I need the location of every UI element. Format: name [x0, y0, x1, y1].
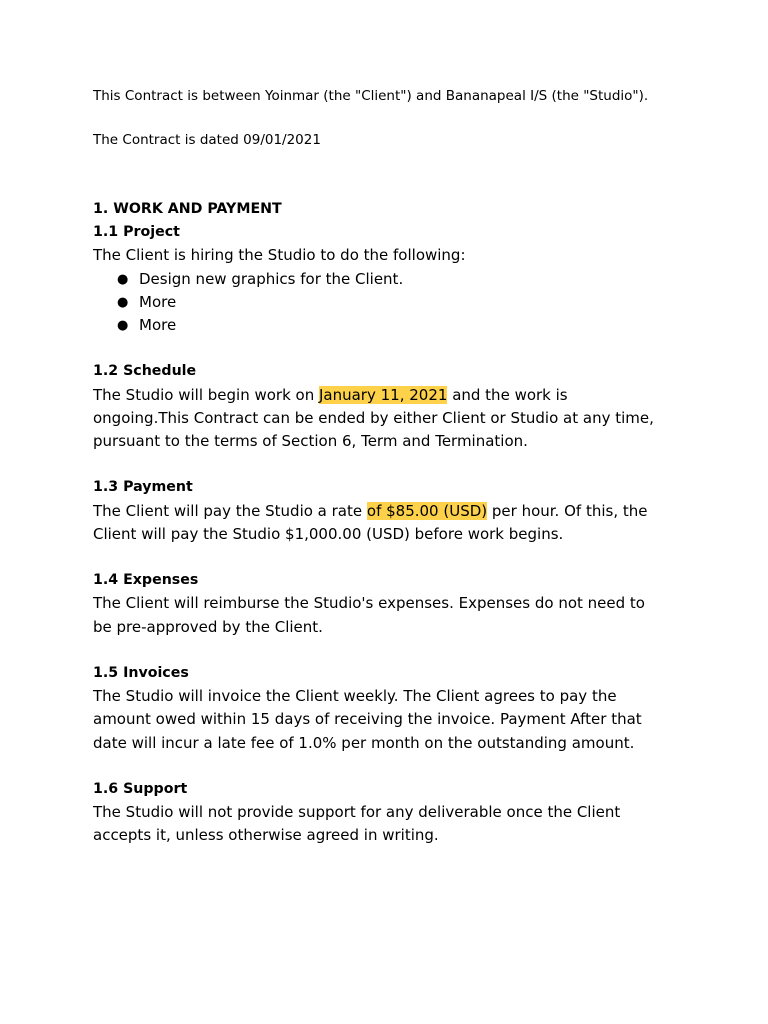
list-item-text: Design new graphics for the Client. [139, 269, 404, 288]
list-item [93, 268, 668, 291]
payment-text [93, 500, 668, 546]
expenses-text: The Client will reimburse the Studio's expenses. Expenses do not need to be pre-approved by the Client. [93, 594, 645, 636]
bullet-dot-icon: ● [117, 294, 129, 310]
payment-text-end: per hour. Of this, the Client will pay the Studio $1,000.00 (USD) before work begins. [93, 501, 648, 543]
contract-date-line: The Contract is dated 09/01/2021 [93, 132, 321, 148]
heading-payment: 1.3 Payment [93, 479, 193, 496]
schedule-text [93, 384, 668, 454]
highlighted-start-date: January 11, 2021 [318, 385, 448, 404]
heading-expenses: 1.4 Expenses [93, 572, 199, 589]
list-item-text: More [139, 292, 177, 311]
highlighted-rate: of $85.00 (USD) [366, 501, 488, 520]
heading-support: 1.6 Support [93, 781, 188, 797]
heading-invoices: 1.5 Invoices [93, 665, 189, 681]
invoices-text: The Studio will invoice the Client weekly. The Client agrees to pay the amount owed within 15 days of receiving the invoice. Payment After that date will incur a late fee of 1.0% per month on the outstanding amount. [93, 687, 642, 752]
payment-text-start: The Client will pay the Studio a rate [93, 501, 367, 520]
schedule-text-end: and the work is ongoing.This Contract can be ended by either Client or Studio at any time, pursuant to the terms of Section 6, Term and Termination. [93, 385, 654, 451]
contract-parties-line: This Contract is between Yoinmar (the "Client") and Bananapeal I/S (the "Studio"). [93, 88, 649, 104]
bullet-dot-icon: ● [117, 271, 129, 287]
list-item-text: More [139, 316, 177, 335]
list-item [93, 314, 668, 337]
bullet-dot-icon: ● [117, 318, 129, 334]
schedule-text-start: The Studio will begin work on [93, 385, 319, 404]
list-item [93, 291, 668, 314]
contract-body [93, 198, 668, 848]
project-list [93, 268, 668, 338]
project-intro: The Client is hiring the Studio to do the following: [93, 246, 466, 265]
section-title-work-and-payment: 1. WORK AND PAYMENT [93, 201, 282, 217]
heading-project: 1.1 Project [93, 224, 180, 241]
support-text: The Studio will not provide support for any deliverable once the Client accepts it, unless otherwise agreed in writing. [93, 803, 621, 845]
heading-schedule: 1.2 Schedule [93, 363, 197, 380]
